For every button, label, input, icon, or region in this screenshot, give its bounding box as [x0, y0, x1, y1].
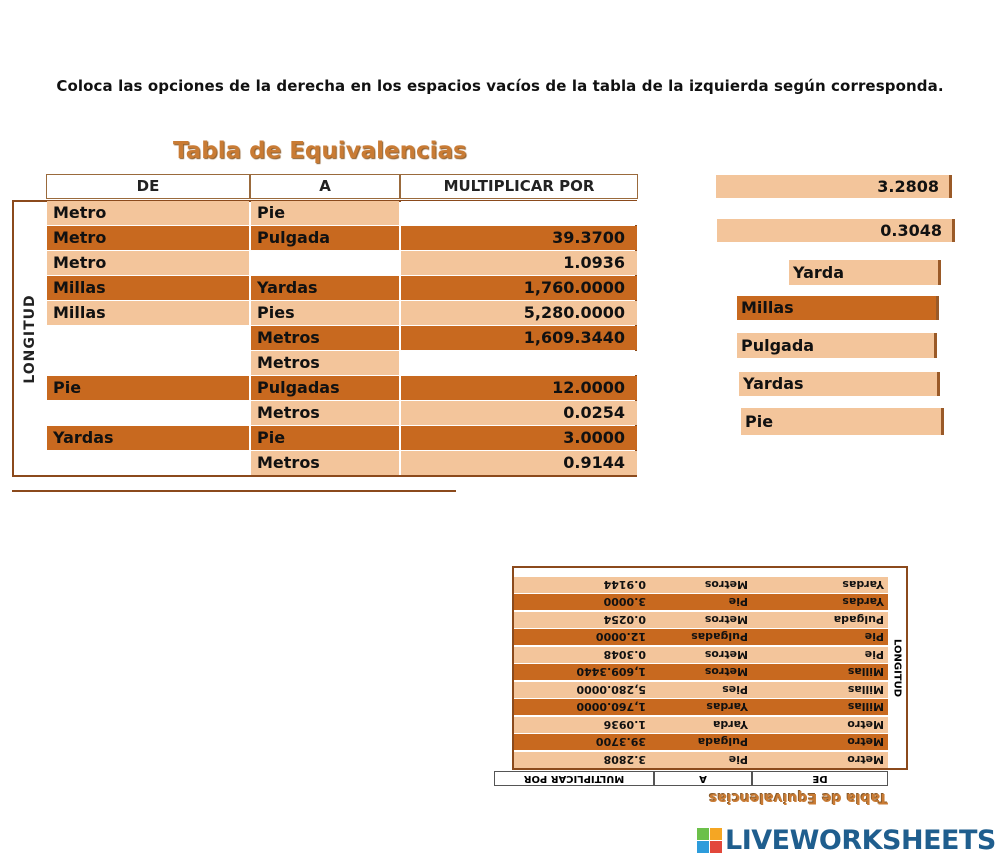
header-a: A: [250, 174, 400, 199]
reference-cell-a: Metros: [654, 664, 752, 681]
draggable-option[interactable]: [739, 372, 940, 396]
reference-row: [514, 751, 888, 768]
cell-factor: 0.0254: [401, 401, 637, 425]
reference-cell-a: Pie: [654, 751, 752, 768]
option-label: 0.3048: [880, 221, 942, 240]
reference-cell-factor: 0.0254: [514, 611, 654, 628]
logo-text: LIVEWORKSHEETS: [725, 825, 996, 856]
cell-a: Pulgada: [251, 226, 399, 250]
reference-cell-de: Pie: [752, 629, 888, 646]
reference-title: Tabla de Equivalencias: [709, 790, 888, 806]
option-label: Yardas: [743, 374, 804, 393]
cell-a: Yardas: [251, 276, 399, 300]
reference-cell-factor: 1,760.0000: [514, 699, 654, 716]
cell-de: Pie: [47, 376, 249, 400]
drop-target-cell[interactable]: [47, 451, 249, 475]
reference-row: [514, 734, 888, 751]
reference-cell-a: Pulgadas: [654, 629, 752, 646]
cell-a: Metros: [251, 401, 399, 425]
reference-cell-de: Yardas: [752, 576, 888, 593]
reference-cell-de: Metro: [752, 751, 888, 768]
draggable-option[interactable]: [737, 296, 939, 320]
reference-cell-factor: 39.3700: [514, 734, 654, 751]
drop-target-cell[interactable]: [251, 251, 399, 275]
reference-row: [514, 576, 888, 593]
draggable-option[interactable]: [717, 219, 955, 242]
cell-factor: 5,280.0000: [401, 301, 637, 325]
header-multiplicar: MULTIPLICAR POR: [400, 174, 638, 199]
reference-row: [514, 681, 888, 698]
cell-de: Metro: [47, 201, 249, 225]
reference-cell-de: Yardas: [752, 594, 888, 611]
reference-cell-de: Millas: [752, 699, 888, 716]
reference-cell-factor: 1,609.3440: [514, 664, 654, 681]
cell-a: Metros: [251, 351, 399, 375]
logo-icon: [697, 828, 723, 854]
reference-row: [514, 594, 888, 611]
reference-cell-factor: 1.0936: [514, 716, 654, 733]
reference-side-label: [888, 566, 906, 770]
draggable-option[interactable]: [741, 408, 944, 435]
cell-de: Millas: [47, 301, 249, 325]
cell-factor: 1,760.0000: [401, 276, 637, 300]
cell-de: Metro: [47, 251, 249, 275]
instruction-text: Coloca las opciones de la derecha en los espacios vacíos de la tabla de la izquierda según corresponda.: [56, 77, 944, 95]
drop-target-cell[interactable]: [401, 201, 637, 225]
cell-factor: 0.9144: [401, 451, 637, 475]
draggable-option[interactable]: [789, 260, 941, 285]
reference-cell-de: Metro: [752, 734, 888, 751]
reference-cell-de: Pulgada: [752, 611, 888, 628]
option-label: Millas: [741, 298, 794, 317]
option-label: Pie: [745, 412, 774, 431]
cell-factor: 1.0936: [401, 251, 637, 275]
reference-cell-de: Pie: [752, 646, 888, 663]
cell-a: Pie: [251, 201, 399, 225]
draggable-option[interactable]: [716, 175, 952, 198]
side-label-text: LONGITUD: [22, 293, 38, 384]
reference-cell-a: Pies: [654, 681, 752, 698]
option-label: Yarda: [793, 263, 845, 282]
header-de: DE: [46, 174, 250, 199]
cell-factor: 1,609.3440: [401, 326, 637, 350]
reference-row: [514, 699, 888, 716]
drop-target-cell[interactable]: [47, 326, 249, 350]
side-label: [13, 200, 47, 477]
cell-de: Metro: [47, 226, 249, 250]
reference-cell-de: Millas: [752, 664, 888, 681]
reference-cell-a: Pulgada: [654, 734, 752, 751]
reference-row: [514, 646, 888, 663]
reference-cell-factor: 5,280.0000: [514, 681, 654, 698]
drop-target-cell[interactable]: [401, 351, 637, 375]
reference-row: [514, 629, 888, 646]
reference-row: [514, 716, 888, 733]
reference-cell-a: Pie: [654, 594, 752, 611]
cell-factor: 39.3700: [401, 226, 637, 250]
reference-cell-factor: 3.2808: [514, 751, 654, 768]
reference-cell-a: Metros: [654, 576, 752, 593]
draggable-option[interactable]: [737, 333, 937, 358]
divider-line: [12, 490, 456, 492]
drop-target-cell[interactable]: [47, 401, 249, 425]
reference-row: [514, 611, 888, 628]
drop-target-cell[interactable]: [47, 351, 249, 375]
cell-a: Pies: [251, 301, 399, 325]
reference-header-multiplicar: MULTIPLICAR POR: [494, 771, 654, 786]
cell-a: Metros: [251, 326, 399, 350]
cell-de: Yardas: [47, 426, 249, 450]
reference-cell-factor: 0.9144: [514, 576, 654, 593]
option-label: 3.2808: [877, 177, 939, 196]
cell-a: Pulgadas: [251, 376, 399, 400]
reference-cell-a: Yardas: [654, 699, 752, 716]
reference-cell-factor: 12.0000: [514, 629, 654, 646]
reference-side-label-text: LONGITUD: [891, 638, 903, 698]
reference-table-upside-down: [488, 568, 910, 808]
table-title: Tabla de Equivalencias: [173, 138, 467, 164]
option-label: Pulgada: [741, 336, 815, 355]
reference-cell-de: Metro: [752, 716, 888, 733]
reference-header-a: A: [654, 771, 752, 786]
reference-cell-factor: 0.3048: [514, 646, 654, 663]
reference-cell-factor: 3.0000: [514, 594, 654, 611]
reference-cell-a: Yarda: [654, 716, 752, 733]
reference-cell-de: Millas: [752, 681, 888, 698]
cell-a: Metros: [251, 451, 399, 475]
cell-factor: 3.0000: [401, 426, 637, 450]
cell-a: Pie: [251, 426, 399, 450]
reference-header-de: DE: [752, 771, 888, 786]
cell-factor: 12.0000: [401, 376, 637, 400]
reference-cell-a: Metros: [654, 646, 752, 663]
reference-cell-a: Metros: [654, 611, 752, 628]
reference-row: [514, 664, 888, 681]
cell-de: Millas: [47, 276, 249, 300]
